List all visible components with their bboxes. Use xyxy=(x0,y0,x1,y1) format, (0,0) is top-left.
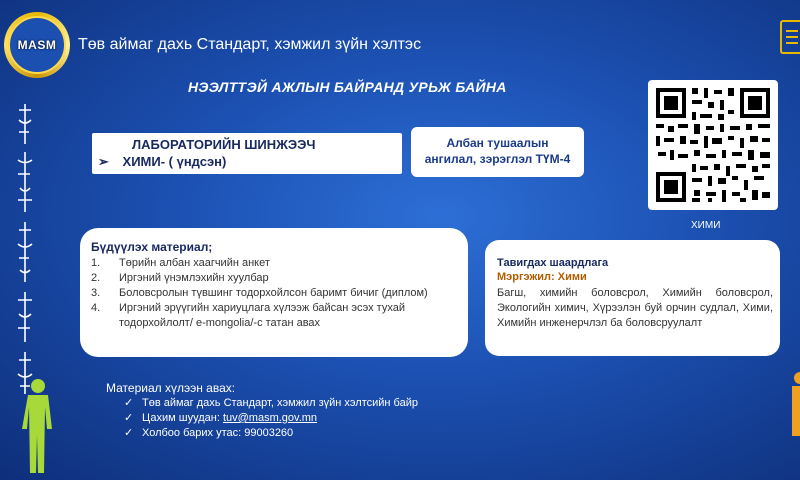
check-icon: ✓ xyxy=(124,427,134,439)
requirements-specialty: Мэргэжил: Хими xyxy=(497,271,587,283)
category-line-1: Албан тушаалын xyxy=(446,136,549,150)
list-item-number: 2. xyxy=(91,272,101,284)
qr-label: ХИМИ xyxy=(691,220,721,231)
position-title: ЛАБОРАТОРИЙН ШИНЖЭЭЧ xyxy=(132,137,316,152)
mongolian-script-decoration xyxy=(8,100,42,400)
category-text xyxy=(411,135,584,167)
submission-phone: Холбоо барих утас: 99003260 xyxy=(142,427,294,439)
position-subtitle: ХИМИ- ( үндсэн) xyxy=(122,154,227,169)
qr-code-graphic xyxy=(648,80,778,210)
list-item xyxy=(124,396,418,411)
person-silhouette-icon xyxy=(18,376,58,476)
submission-location: Төв аймаг дахь Стандарт, хэмжил зүйн хэлтсийн байр xyxy=(142,397,418,409)
materials-title: Бүдүүлэх материал; xyxy=(91,240,213,254)
list-item xyxy=(91,286,461,301)
list-item xyxy=(124,426,418,441)
list-item xyxy=(91,301,461,331)
category-card xyxy=(411,127,584,177)
email-label: Цахим шуудан: xyxy=(142,412,223,424)
logo-inner-circle xyxy=(8,16,66,74)
page-headline: НЭЭЛТТЭЙ АЖЛЫН БАЙРАНД УРЬЖ БАЙНА xyxy=(188,79,507,95)
list-item-number: 1. xyxy=(91,257,101,269)
materials-card xyxy=(80,228,468,357)
list-item-text: Иргэний эрүүгийн хариуцлага хүлээж байсан эсэх тухай тодорхойлолт/ e-mongolia/-с татан авах xyxy=(119,302,405,329)
materials-list xyxy=(91,256,461,331)
logo-text: MASM xyxy=(17,38,57,52)
list-item xyxy=(91,271,461,286)
list-item xyxy=(124,411,418,426)
requirements-body: Багш, химийн боловсрол, Химийн боловсрол, Экологийн химич, Хүрээлэн буй орчин судлал, Хими, Химийн инженерчлэл ба боловсруулалт xyxy=(497,287,773,329)
org-title: Төв аймаг дахь Стандарт, хэмжил зүйн хэлтэс xyxy=(78,36,422,53)
list-item xyxy=(91,256,461,271)
submission-list xyxy=(124,396,418,441)
position-subtitle-row xyxy=(98,154,226,170)
qr-code[interactable] xyxy=(648,80,778,210)
check-icon: ✓ xyxy=(124,397,134,409)
document-icon xyxy=(780,20,800,54)
arrow-bullet-icon: ➢ xyxy=(98,154,109,169)
check-icon: ✓ xyxy=(124,412,134,424)
requirements-card xyxy=(485,240,780,356)
masm-logo xyxy=(4,12,70,78)
category-line-2: ангилал, зэрэглэл ТҮМ-4 xyxy=(424,152,571,166)
position-card xyxy=(92,133,402,174)
list-item-number: 3. xyxy=(91,287,101,299)
submission-title: Материал хүлээн авах: xyxy=(106,381,236,395)
requirements-title: Тавигдах шаардлага xyxy=(497,257,609,269)
list-item-text: Төрийн албан хаагчийн анкет xyxy=(119,257,270,269)
list-item-number: 4. xyxy=(91,302,101,314)
list-item-text: Иргэний үнэмлэхийн хуулбар xyxy=(119,272,269,284)
person-silhouette-icon xyxy=(790,370,800,440)
email-link[interactable]: tuv@masm.gov.mn xyxy=(222,412,318,424)
list-item-text: Боловсролын түвшинг тодорхойлсон баримт бичиг (диплом) xyxy=(119,287,428,299)
